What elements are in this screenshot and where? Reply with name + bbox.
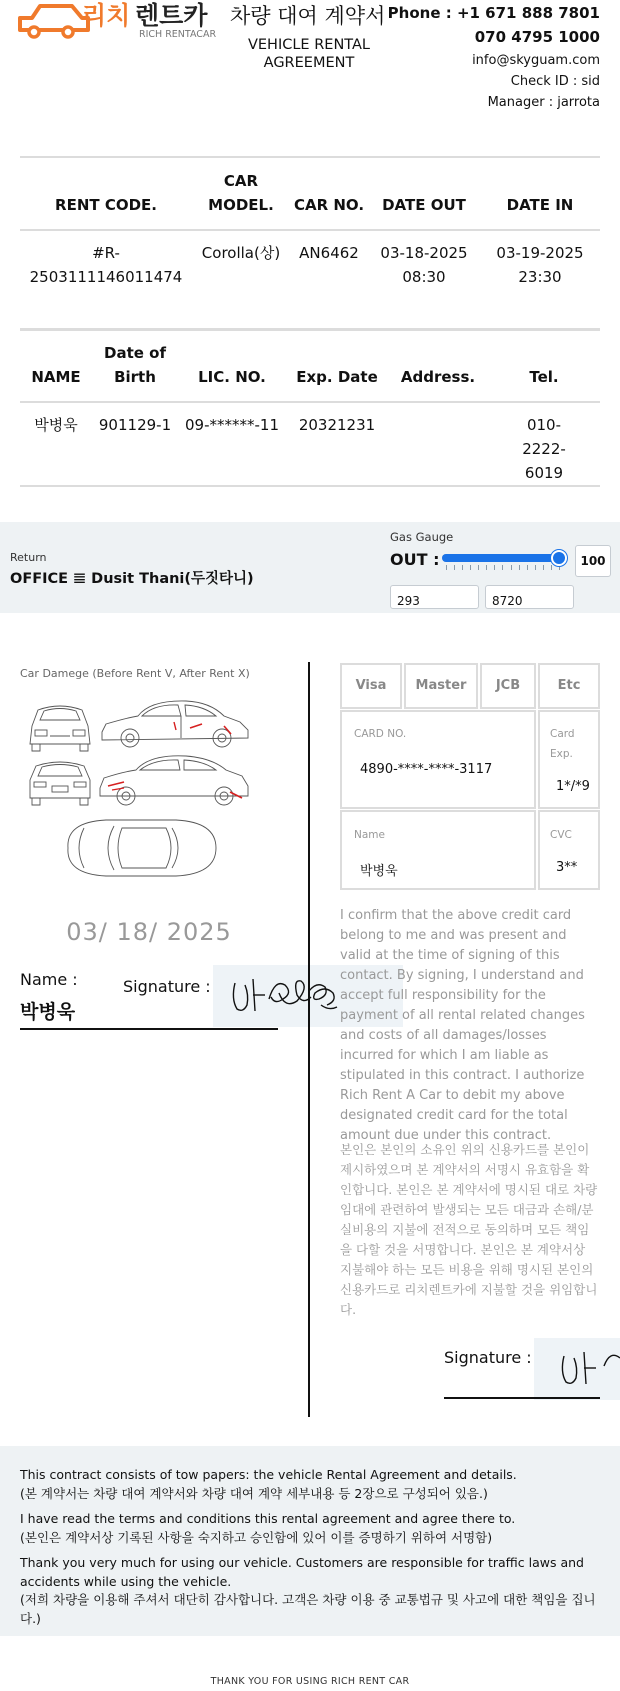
- col-name: NAME: [31, 368, 81, 386]
- col-date-in: DATE IN: [506, 196, 574, 214]
- card-cvc-label: CVC: [550, 829, 572, 841]
- gas-level-value: 100: [575, 545, 611, 577]
- card-type-etc[interactable]: Etc: [538, 663, 600, 709]
- column-divider: [308, 662, 310, 1417]
- col-tel: Tel.: [529, 368, 559, 386]
- return-label: Return: [10, 551, 47, 564]
- card-exp-cell: [538, 710, 600, 809]
- gas-slider-ticks: [446, 565, 560, 571]
- gas-field-2[interactable]: 8720: [485, 585, 574, 609]
- rental-table: [20, 156, 600, 331]
- footer-terms: [20, 1466, 600, 1635]
- thank-you-text: THANK YOU FOR USING RICH RENT CAR: [210, 1676, 410, 1687]
- customer-table: [20, 328, 600, 487]
- col-car-no: CAR NO.: [293, 196, 365, 214]
- email: info@skyguam.com: [472, 53, 600, 68]
- name-value: 박병욱: [20, 1001, 76, 1023]
- car-model: Corolla(상): [201, 244, 281, 262]
- gas-slider-thumb[interactable]: [551, 550, 567, 566]
- card-exp-value: 1*/*9: [556, 779, 590, 794]
- check-id: Check ID : sid: [510, 74, 600, 89]
- card-type-visa[interactable]: Visa: [340, 663, 402, 709]
- phone-secondary: 070 4795 1000: [474, 28, 600, 46]
- customer-tel: 010-2222-6019: [522, 416, 566, 482]
- car-rear-view-icon: [30, 762, 90, 805]
- rent-code: #R-2503111146011474: [29, 244, 183, 286]
- footer-p3-en: Thank you very much for using our vehicle. Customers are responsible for traffic laws and accidents while using the vehicle.: [20, 1555, 584, 1589]
- svg-text:렌트카: 렌트카: [135, 1, 208, 30]
- card-signature-image: [534, 1338, 620, 1400]
- manager: Manager : jarrota: [487, 95, 600, 110]
- return-location: OFFICE 𝌆 Dusit Thani(두짓타니): [10, 571, 254, 587]
- car-no: AN6462: [299, 244, 359, 262]
- customer-exp-date: 20321231: [298, 416, 376, 434]
- card-signature-underline: [444, 1397, 600, 1399]
- footer-p1-en: This contract consists of tow papers: the vehicle Rental Agreement and details.: [20, 1467, 517, 1482]
- footer-p1-ko: (본 계약서는 차량 대여 계약서와 차량 대여 계약 세부내용 등 2장으로 구성되어 있음.): [20, 1485, 488, 1501]
- card-name-value: 박병욱: [360, 864, 398, 879]
- car-side-view-2-icon: [100, 756, 248, 805]
- customer-lic-no: 09-******-11: [185, 416, 279, 434]
- card-no-label: CARD NO.: [354, 728, 407, 740]
- car-damage-diagram[interactable]: [26, 696, 270, 896]
- gas-slider-fill: [442, 554, 562, 562]
- footer-p2-ko: (본인은 계약서상 기록된 사항을 숙지하고 승인함에 있어 이를 증명하기 위하여 서명함): [20, 1529, 493, 1545]
- contact-info: [388, 2, 600, 113]
- col-car-model: CAR MODEL.: [208, 172, 274, 214]
- confirm-text-english: I confirm that the above credit card belong to me and was present and valid at the time of signing of this contact. By signing, I understand and accept full responsibility for the payment of all rental related changes and costs of all damages/losses incurred for which I am liable as stipulated in this contract. I authorize Rich Rent A Car to debit my above designated credit card for the total amount due under this contract.: [340, 908, 585, 1143]
- svg-text:RICH RENTACAR: RICH RENTACAR: [139, 29, 217, 40]
- card-name-cell: [340, 810, 536, 890]
- rich-rentacar-logo: [18, 0, 218, 42]
- table-row: [20, 230, 600, 330]
- col-exp-date: Exp. Date: [296, 368, 378, 386]
- name-label: Name :: [20, 970, 78, 989]
- card-exp-label-1: Card: [550, 728, 575, 740]
- svg-text:리치: 리치: [82, 1, 131, 30]
- phone-primary: Phone : +1 671 888 7801: [387, 4, 600, 22]
- confirm-text-korean: 본인은 본인의 소유인 위의 신용카드를 본인이 제시하였으며 본 계약서의 서명시 유효함을 확인합니다. 본인은 본 계약서에 명시된 대로 차량 임대에 관련하여 발생되는 모든 대금과 손해/분실비용의 지불에 전적으로 동의하며 모든 책임을 다할 것을 서명합니다. 본인은 본 계약서상 지불해야 하는 모든 비용을 위해 명시된 본인의 신용카드로 리치렌트카에 지불할 것을 위임합니다.: [340, 1142, 598, 1317]
- car-logo-icon: [18, 0, 218, 42]
- customer-address: [388, 402, 488, 486]
- col-lic-no: LIC. NO.: [198, 368, 266, 386]
- col-dob: Date of Birth: [104, 344, 166, 386]
- footer-p2-en: I have read the terms and conditions this rental agreement and agree there to.: [20, 1511, 516, 1526]
- customer-name: 박병욱: [34, 416, 78, 434]
- customer-dob: 901129-1: [98, 416, 172, 434]
- date-in: 03-19-2025 23:30: [496, 244, 584, 286]
- title-korean: 차량 대여 계약서: [230, 4, 386, 28]
- damage-label: Car Damege (Before Rent V, After Rent X): [20, 667, 250, 680]
- col-rent-code: RENT CODE.: [55, 196, 157, 214]
- gas-field-1[interactable]: 293: [390, 585, 479, 609]
- card-cvc-cell: [538, 810, 600, 890]
- table-row: [20, 402, 600, 486]
- car-front-view-icon: [30, 706, 90, 751]
- rental-date: 03/ 18/ 2025: [66, 918, 232, 946]
- card-type-jcb[interactable]: JCB: [480, 663, 536, 709]
- card-no-value: 4890-****-****-3117: [360, 762, 493, 777]
- col-address: Address.: [400, 368, 476, 386]
- car-side-view-icon: [102, 701, 248, 747]
- title-english: VEHICLE RENTAL AGREEMENT: [247, 37, 371, 71]
- gas-gauge-label: Gas Gauge: [390, 530, 454, 544]
- card-number-cell: [340, 710, 536, 809]
- signature-label: Signature :: [123, 977, 211, 996]
- card-exp-label-2: Exp.: [550, 748, 573, 760]
- gas-out-label: OUT :: [390, 550, 440, 569]
- footer-p3-ko: (저희 차량을 이용해 주셔서 대단히 감사합니다. 고객은 차량 이용 중 교통법규 및 사고에 대한 책임을 집니다.): [20, 1592, 596, 1626]
- card-name-label: Name: [354, 829, 385, 841]
- date-out: 03-18-2025 08:30: [380, 244, 468, 286]
- col-date-out: DATE OUT: [382, 196, 466, 214]
- card-signature-label: Signature :: [444, 1348, 532, 1367]
- signature-underline: [20, 1028, 278, 1030]
- card-type-master[interactable]: Master: [404, 663, 478, 709]
- card-cvc-value: 3**: [556, 860, 578, 875]
- car-top-view-icon: [68, 820, 216, 876]
- gas-slider-track[interactable]: [442, 554, 562, 562]
